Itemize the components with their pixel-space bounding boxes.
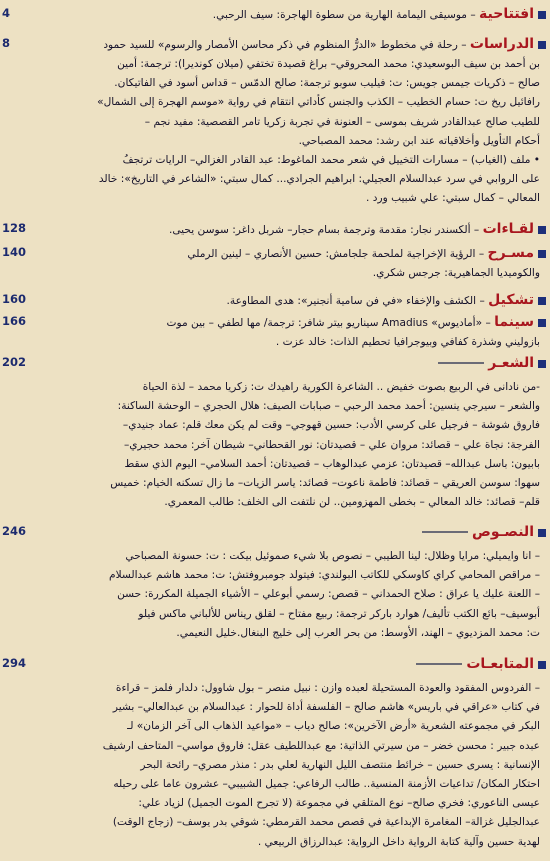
square-bullet-icon xyxy=(538,661,546,669)
heading-label: الدراسات xyxy=(469,36,534,52)
heading-label: افتتاحية xyxy=(479,6,534,22)
page-number: 246 xyxy=(2,524,27,538)
page-number: 160 xyxy=(2,292,27,306)
page-number: 166 xyxy=(2,314,27,328)
heading-inline-text: رحلة في مخطوط «الدرُّ المنظوم في ذكر محاسن الأمصار والرسوم» للسيد حمود xyxy=(103,39,458,51)
section-body: بازوليني وشذرة كفافي وبيوجرافيا تحطيم الذات: خالد عزت . xyxy=(275,336,540,348)
heading-rule xyxy=(438,362,484,364)
heading-label: مسـرح xyxy=(487,245,534,261)
section-body: – الفردوس المفقود والعودة المستحيلة لعبده وازن : نبيل منصر – بول شاوول: دلدار فلمز – قراءة في كتاب «عراقي في باريس» هاشم صالح – الفلسفة أداة للحوار : عبدالسلام بن عبدالعالي– بشير البكر في مجموعته الشعرية «أرض الآخرين»: صالح دياب – «مواعيد الذهاب الى آخر الزمان» لـ عبده جبير : محسن خضر – من سيرتي الذاتية: مع عبداللطيف عقل: فاروق مواسي– المتاحف ارشيف الإنسانية : يسرى حسين – خرائط منتصف الليل النهارية لعلي بدر : منذر مصري– رائحة البحر احتكار المكان/ تداعيات الأزمنة المنسية.. طالب الرفاعي: جميل الشبيبي– عشرون عاما على رحيله عيسى الناعوري: فخري صالح– نوع المتلقي في مجموعة (لا تجرح الموت الجميل) لزياد علي: عبدالجليل غزالة– المغامرة الإبداعية في قصص محمد القرمطي: شوقي بدر يوسف– (زجاج الوقت) لهدية حسين وآلية كتابة الرواية داخل الرواية: عبدالرزاق الربيعي . xyxy=(102,682,540,848)
heading-inline-text: ألكسندر نجار: مقدمة وترجمة بسام حجار– شربل داغر: سوسن يحيى. xyxy=(168,224,471,236)
heading-label: الشعـر xyxy=(488,355,534,371)
heading-label: تشكيل xyxy=(488,292,534,308)
heading-inline-text: الكشف والإخفاء «في فن سامية أنجنير»: هدى المطاوعة. xyxy=(226,295,477,307)
square-bullet-icon xyxy=(538,226,546,234)
heading-rule xyxy=(416,663,462,665)
page-number: 4 xyxy=(2,6,11,20)
heading-label: المتابعـات xyxy=(466,656,534,672)
page-number: 8 xyxy=(2,36,11,50)
page-number: 202 xyxy=(2,355,27,369)
section-heading: افتتاحية – موسيقى اليمامة الهارية من سطوة الهاجرة: سيف الرحبي. xyxy=(212,6,534,22)
square-bullet-icon xyxy=(538,41,546,49)
heading-rule xyxy=(422,531,468,533)
page-number: 294 xyxy=(2,656,27,670)
page-number: 140 xyxy=(2,245,27,259)
page-number: 128 xyxy=(2,221,27,235)
section-heading: مسـرح – الرؤية الإخراجية لملحمة جلجامش: حسين الأنصاري – لينين الرملي xyxy=(187,245,534,261)
square-bullet-icon xyxy=(538,529,546,537)
heading-inline-text: الرؤية الإخراجية لملحمة جلجامش: حسين الأنصاري – لينين الرملي xyxy=(187,248,476,260)
section-heading: لقـاءات – ألكسندر نجار: مقدمة وترجمة بسام حجار– شربل داغر: سوسن يحيى. xyxy=(168,221,534,237)
section-heading: الدراسات – رحلة في مخطوط «الدرُّ المنظوم في ذكر محاسن الأمصار والرسوم» للسيد حمود xyxy=(103,36,534,52)
heading-label: سينما xyxy=(494,314,534,330)
square-bullet-icon xyxy=(538,360,546,368)
section-heading xyxy=(412,656,534,672)
square-bullet-icon xyxy=(538,319,546,327)
section-body: والكوميديا الجماهيرية: جرجس شكري. xyxy=(372,267,540,279)
square-bullet-icon xyxy=(538,297,546,305)
heading-inline-text: موسيقى اليمامة الهارية من سطوة الهاجرة: سيف الرحبي. xyxy=(212,9,467,21)
heading-label: لقـاءات xyxy=(482,221,534,237)
section-body: – انا وايميلي: مرايا وظلال: لينا الطيبي – نصوص بلا شيء صموئيل بيكت : ت: حسونة المصباحي – مراقص المحامي كراي كاوسكي للكاتب البولندي: فيتولد جومبروفتش: ت: محمد هاشم عبدالسلام – اللعنة عليك يا عراق : صلاح الحمداني – قصص: رسمي أبوعلي – الأشياء الجميلة المكررة: حسن أبوسيف– بائع الكتب تأليف/ هوارد باركر ترجمة: ربيع مفتاح – لقلق ريناس للألباني ماكس فيلو ت: محمد المزديوي – الهند، الأوسط: من بحر العرب إلى خليج البنغال.خليل النعيمي. xyxy=(109,550,540,639)
heading-label: النصـوص xyxy=(472,524,534,540)
section-heading: تشكيل – الكشف والإخفاء «في فن سامية أنجنير»: هدى المطاوعة. xyxy=(226,292,534,308)
section-heading xyxy=(434,355,534,371)
heading-inline-text: «أماديوس» Amadius سيناريو بيتر شافر: ترجمة/ مها لطفي – بين موت xyxy=(166,317,483,329)
square-bullet-icon xyxy=(538,250,546,258)
square-bullet-icon xyxy=(538,11,546,19)
section-heading xyxy=(418,524,534,540)
section-body: بن أحمد بن سيف البوسعيدي: محمد المحروقي– براغ قصيدة تختفي (ميلان كونديرا): ترجمة: أمين صالح – ذكريات جيمس جويس: ت: فيليب سوبو ترجمة: صالح الدمّس – قداس أسود في الفاتيكان. رافائيل ريخ ت: حسام الخطيب – الكذب والجنس كأداتي انتقام في رواية «موسم الهجرة إلى الشمال» للطيب صالح عبدالقادر شريف بموسى – العنونة في تجربة زكريا تامر القصصية: مفيد نجم – أحكام التأويل وأخلاقياته عند ابن رشد: محمد المصباحي. • ملف (الغياب) – مسارات التخييل في شعر محمد الماغوط: عبد القادر الغزالي– الرايات ترتجفُ على الروابي في سرد عبدالسلام العجيلي: ابراهيم الجرادي... كمال سبتي: «الشاعر في التاريخ»: خالد المعالي – كمال سبتي: علي شبيب ورد . xyxy=(97,58,540,205)
section-body: -من نادانى في الربيع بصوت خفيض .. الشاعرة الكورية راهيدك ت: زكريا محمد – لذة الحياة والشعر – سيرجي ينسين: أحمد محمد الرحبي – صبابات الصيف: هلال الحجري – الوحشة الساكنة: فاروق شوشة – فرجيل على كرسي الأدب: حسين قهوجي– وقت لم يكن معك قلم: عماد جنيدي– الفرجة: نجاة علي – قصائد: مروان علي – قصيدتان: نور القحطاني– شيطان آخر: محمد حجيري– بابيون: باسل عبدالله– قصيدتان: عزمي عبدالوهاب – قصيدتان: أحمد السلامي– اليوم الذي سقط سهوا: سوسن العريقي – قصائد: فاطمة ناعوت– قصائد: ياسر الزيات– ما زال تسكنه الخيام: خميس قلم– قصائد: خالد المعالي – بخطى المهزومين.. لن نلتفت الى الخلف: طالب المعمري. xyxy=(110,381,540,509)
section-heading: سينما – «أماديوس» Amadius سيناريو بيتر شافر: ترجمة/ مها لطفي – بين موت xyxy=(166,314,534,330)
